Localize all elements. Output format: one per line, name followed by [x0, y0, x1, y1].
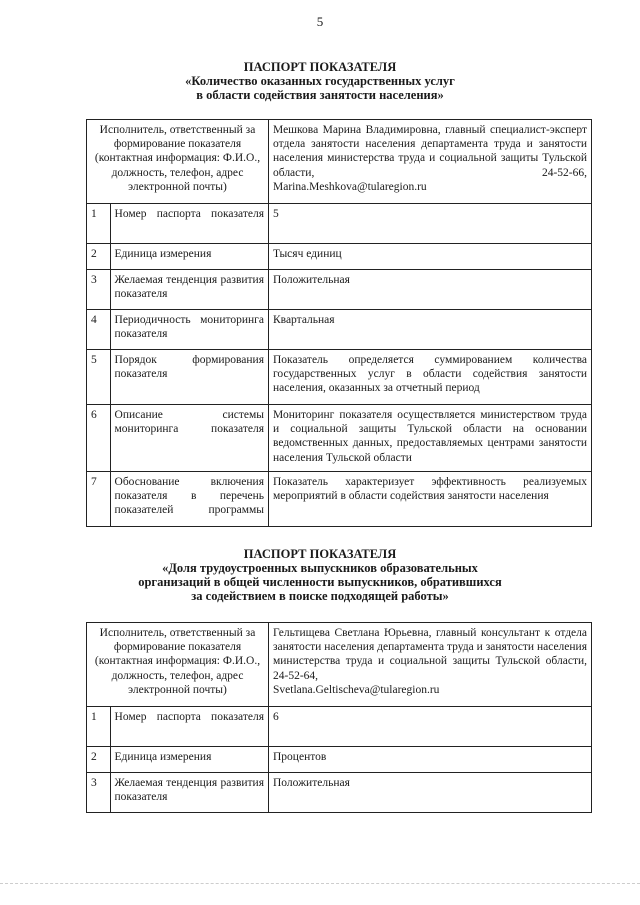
row-value: Показатель характеризует эффективность реализуемых мероприятий в области содействия занятости населения — [269, 471, 592, 526]
executor-row — [87, 120, 592, 204]
table-row — [87, 244, 592, 270]
row-label: Единица измерения — [110, 244, 268, 270]
passport1-subtitle-line2: в области содействия занятости населения» — [196, 88, 444, 102]
executor-value — [269, 120, 592, 204]
row-number: 3 — [87, 270, 111, 310]
executor-value-text: Мешкова Марина Владимировна, главный специалист-эксперт отдела занятости населения департамента труда и занятости населения министерства труда и социальной защиты Тульской области, 24-52-66, — [273, 124, 587, 179]
row-value: Квартальная — [269, 310, 592, 350]
passport1-table — [86, 119, 592, 527]
executor-value-text: Гельтищева Светлана Юрьевна, главный консультант к отдела занятости населения департамента труда и занятости населения министерства труда и социальной защиты Тульской области, 24-52-64, — [273, 627, 587, 682]
row-number: 7 — [87, 471, 111, 526]
scan-edge-divider — [0, 883, 640, 890]
row-number: 2 — [87, 244, 111, 270]
row-number: 4 — [87, 310, 111, 350]
row-value: 6 — [269, 707, 592, 747]
table-row — [87, 471, 592, 526]
page-number: 5 — [316, 14, 324, 29]
passport2-subtitle-line2: организаций в общей численности выпускников, обратившихся — [138, 575, 502, 589]
row-label: Единица измерения — [110, 747, 268, 773]
row-label: Периодичность мониторинга показателя — [110, 310, 268, 350]
table-row — [87, 747, 592, 773]
row-number: 3 — [87, 773, 111, 813]
executor-label: Исполнитель, ответственный за формирование показателя (контактная информация: Ф.И.О., должность, телефон, адрес электронной почты) — [87, 623, 269, 707]
executor-email: Svetlana.Geltischeva@tularegion.ru — [273, 683, 440, 696]
row-label: Желаемая тенденция развития показателя — [110, 773, 268, 813]
row-number: 2 — [87, 747, 111, 773]
passport2-subtitle-line3: за содействием в поиске подходящей работы» — [191, 589, 449, 603]
table-row — [87, 204, 592, 244]
passport1-heading — [90, 60, 550, 102]
executor-email: Marina.Meshkova@tularegion.ru — [273, 180, 427, 193]
table-row — [87, 773, 592, 813]
passport2-subtitle-line1: «Доля трудоустроенных выпускников образовательных — [162, 561, 478, 575]
row-number: 1 — [87, 204, 111, 244]
row-label: Обоснование включения показателя в перечень показателей программы — [110, 471, 268, 526]
row-value: 5 — [269, 204, 592, 244]
table-row — [87, 310, 592, 350]
passport2-title: ПАСПОРТ ПОКАЗАТЕЛЯ — [243, 547, 397, 561]
row-value: Положительная — [269, 773, 592, 813]
passport1-title: ПАСПОРТ ПОКАЗАТЕЛЯ — [243, 60, 397, 74]
executor-value — [269, 623, 592, 707]
row-label: Порядок формирования показателя — [110, 350, 268, 405]
row-label: Номер паспорта показателя — [110, 204, 268, 244]
row-value: Тысяч единиц — [269, 244, 592, 270]
passport1-subtitle-line1: «Количество оказанных государственных услуг — [185, 74, 455, 88]
row-value: Показатель определяется суммированием количества государственных услуг в области содействия занятости населения, оказанных за отчетный период — [269, 350, 592, 405]
row-number: 5 — [87, 350, 111, 405]
row-number: 6 — [87, 405, 111, 472]
table-row — [87, 405, 592, 472]
executor-label: Исполнитель, ответственный за формирование показателя (контактная информация: Ф.И.О., должность, телефон, адрес электронной почты) — [87, 120, 269, 204]
executor-row — [87, 623, 592, 707]
table-row — [87, 707, 592, 747]
row-label: Номер паспорта показателя — [110, 707, 268, 747]
row-value: Положительная — [269, 270, 592, 310]
row-value: Процентов — [269, 747, 592, 773]
passport2-heading — [90, 547, 550, 603]
table-row — [87, 270, 592, 310]
passport2-table — [86, 622, 592, 813]
row-label: Желаемая тенденция развития показателя — [110, 270, 268, 310]
row-label: Описание системы мониторинга показателя — [110, 405, 268, 472]
row-value: Мониторинг показателя осуществляется министерством труда и социальной защиты Тульской области на основании ведомственных данных, предоставляемых центрами занятости населения Тульской области — [269, 405, 592, 472]
row-number: 1 — [87, 707, 111, 747]
table-row — [87, 350, 592, 405]
